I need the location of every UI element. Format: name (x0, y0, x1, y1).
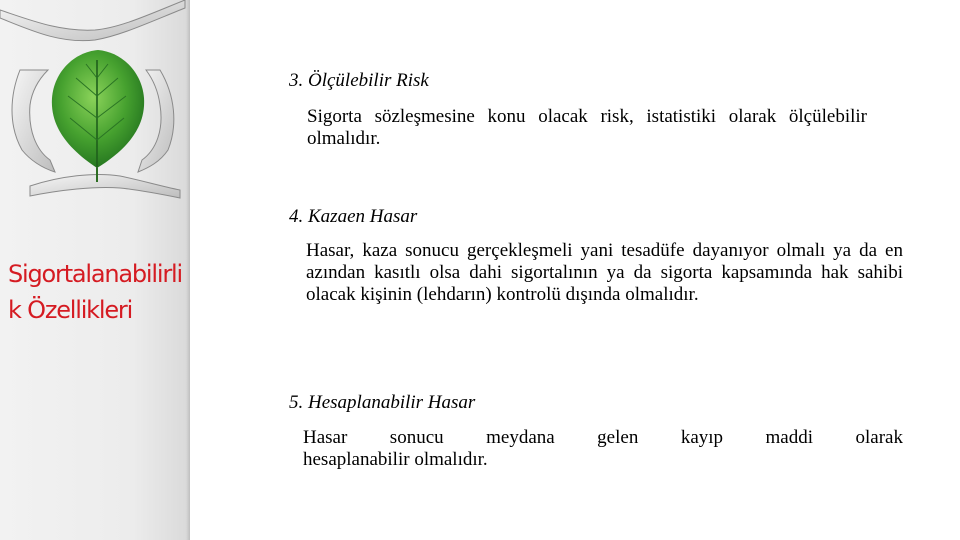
section-heading: 5. Hesaplanabilir Hasar (289, 392, 476, 413)
slide-title: Sigortalanabilirlik Özellikleri (8, 260, 182, 324)
section-body: Hasar, kaza sonucu gerçekleşmeli yani tesadüfe dayanıyor olmalı ya da en azından kasıtlı olsa dahi sigortalının ya da sigorta kapsamında hak sahibi olacak kişinin (lehdarın) kontrolü dışında olmalıdır. (306, 240, 903, 305)
body-word: sonucu (389, 427, 444, 448)
body-word: Hasar (303, 427, 348, 448)
section-heading: 4. Kazaen Hasar (289, 206, 418, 227)
section-body-line (303, 427, 903, 449)
section-hesaplanabilir-hasar (289, 392, 905, 471)
body-word: maddi (765, 427, 814, 448)
section-body (303, 427, 903, 471)
body-word: gelen (597, 427, 639, 448)
body-word: meydana (486, 427, 555, 448)
section-body-line: hesaplanabilir olmalıdır. (303, 449, 488, 470)
section-olculebilir-risk (289, 70, 905, 150)
body-word: olarak (855, 427, 903, 448)
left-panel (0, 0, 190, 540)
body-word: kayıp (680, 427, 724, 448)
section-body: Sigorta sözleşmesine konu olacak risk, istatistiki olarak ölçülebilir olmalıdır. (307, 106, 867, 149)
section-heading: 3. Ölçülebilir Risk (289, 70, 429, 91)
section-kazaen-hasar (289, 206, 905, 306)
leaf-in-hands-icon (0, 0, 190, 200)
